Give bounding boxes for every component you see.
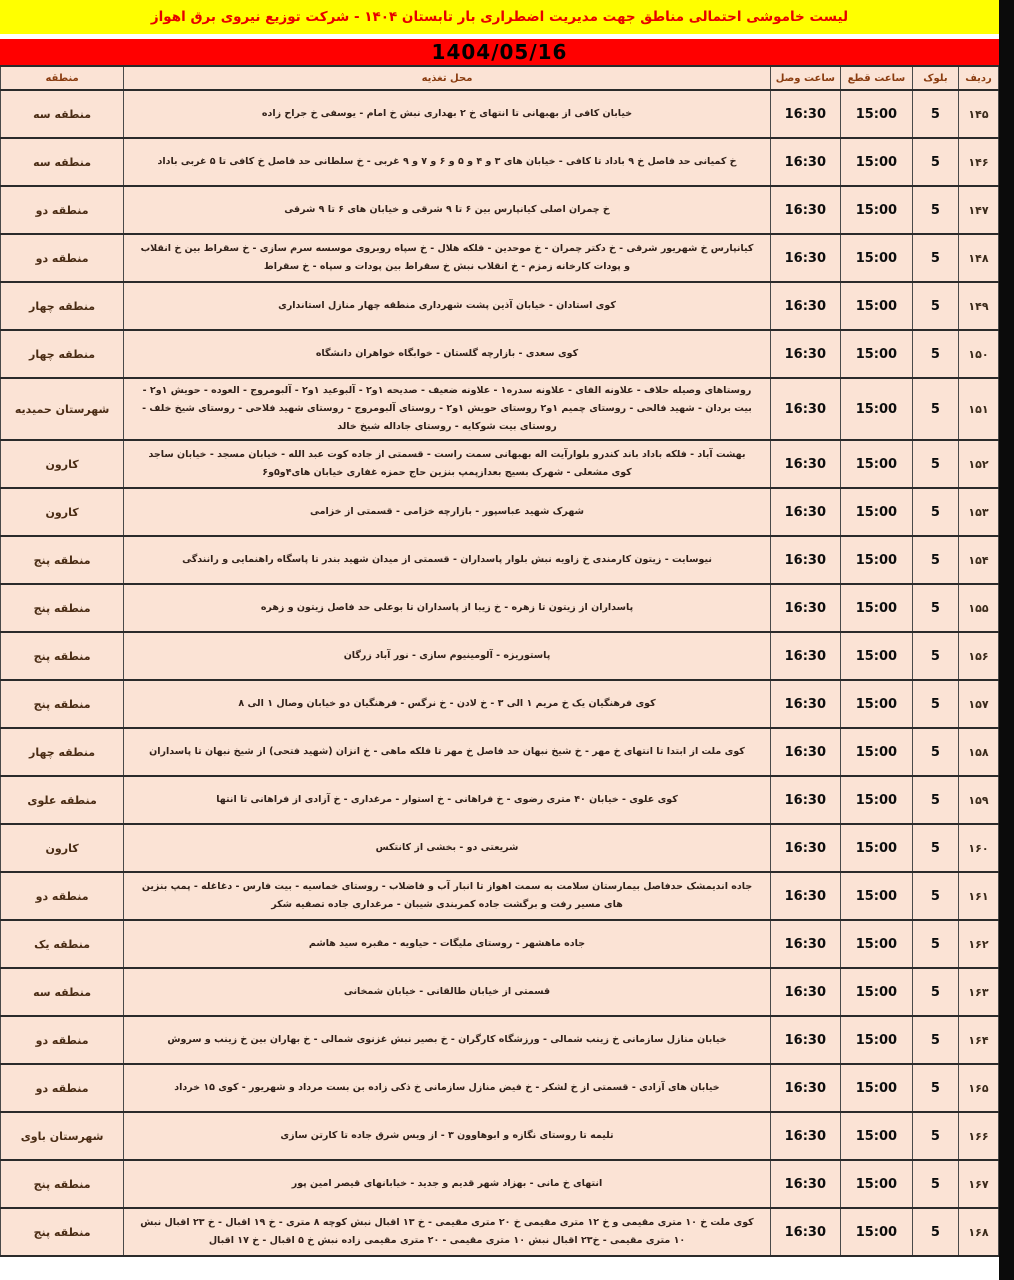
feeding-location-cell: کیانپارس خ شهریور شرقی - خ دکتر چمران - خ موحدین - فلکه هلال - خ سپاه روبروی موسسه سرم سازی - خ سقراط بین خ انقلاب و پودات کارخانه زمزم - خ انقلاب نبش خ سقراط بین پودات و سپاه - خ سقراط: [124, 234, 771, 282]
block-cell: 5: [912, 872, 958, 920]
region-cell: کارون: [1, 488, 124, 536]
row-number-cell: ۱۵۰: [958, 330, 998, 378]
block-cell: 5: [912, 282, 958, 330]
table-row: [1, 1208, 999, 1256]
row-number-cell: ۱۴۹: [958, 282, 998, 330]
row-number-cell: ۱۶۴: [958, 1016, 998, 1064]
block-cell: 5: [912, 776, 958, 824]
cutoff-time-cell: 15:00: [840, 186, 912, 234]
row-number-cell: ۱۵۲: [958, 440, 998, 488]
block-cell: 5: [912, 90, 958, 138]
row-number-cell: ۱۶۷: [958, 1160, 998, 1208]
table-row: [1, 968, 999, 1016]
region-cell: منطقه دو: [1, 1064, 124, 1112]
table-row: [1, 186, 999, 234]
column-header-block: بلوک: [912, 66, 958, 90]
feeding-location-cell: کوی سعدی - بازارچه گلستان - خوابگاه خواهران دانشگاه: [124, 330, 771, 378]
restore-time-cell: 16:30: [770, 234, 840, 282]
cutoff-time-cell: 15:00: [840, 1064, 912, 1112]
block-cell: 5: [912, 138, 958, 186]
table-row: [1, 584, 999, 632]
restore-time-cell: 16:30: [770, 90, 840, 138]
block-cell: 5: [912, 234, 958, 282]
feeding-location-cell: خ کمیانی حد فاصل خ ۹ باداد تا کافی - خیابان های ۳ و ۴ و ۵ و ۶ و ۷ و ۹ غربی - خ سلطانی حد فاصل خ کافی تا ۵ غربی باداد: [124, 138, 771, 186]
table-row: [1, 282, 999, 330]
feeding-location-cell: کوی فرهنگیان یک خ مریم ۱ الی ۳ - خ لادن - خ نرگس - فرهنگیان دو خیابان وصال ۱ الی ۸: [124, 680, 771, 728]
table-row: [1, 1112, 999, 1160]
feeding-location-cell: انتهای خ مانی - بهزاد شهر قدیم و جدید - خیابانهای قیصر امین پور: [124, 1160, 771, 1208]
table-row: [1, 378, 999, 440]
cutoff-time-cell: 15:00: [840, 90, 912, 138]
region-cell: منطقه پنج: [1, 536, 124, 584]
date-label: 1404/05/16: [431, 40, 568, 64]
restore-time-cell: 16:30: [770, 138, 840, 186]
table-row: [1, 488, 999, 536]
cutoff-time-cell: 15:00: [840, 536, 912, 584]
row-number-cell: ۱۶۶: [958, 1112, 998, 1160]
row-number-cell: ۱۴۶: [958, 138, 998, 186]
region-cell: منطقه سه: [1, 968, 124, 1016]
cutoff-time-cell: 15:00: [840, 680, 912, 728]
row-number-cell: ۱۵۹: [958, 776, 998, 824]
restore-time-cell: 16:30: [770, 440, 840, 488]
restore-time-cell: 16:30: [770, 536, 840, 584]
restore-time-cell: 16:30: [770, 186, 840, 234]
block-cell: 5: [912, 584, 958, 632]
region-cell: منطقه پنج: [1, 1160, 124, 1208]
column-header-row-number: ردیف: [958, 66, 998, 90]
table-row: [1, 1064, 999, 1112]
cutoff-time-cell: 15:00: [840, 440, 912, 488]
block-cell: 5: [912, 968, 958, 1016]
feeding-location-cell: تلیمه تا روستای نگازه و ابوهاوون ۳ - از ویس شرق جاده تا کارتن سازی: [124, 1112, 771, 1160]
row-number-cell: ۱۵۱: [958, 378, 998, 440]
row-number-cell: ۱۴۸: [958, 234, 998, 282]
block-cell: 5: [912, 488, 958, 536]
feeding-location-cell: پاستوریزه - آلومینیوم سازی - نور آباد زرگان: [124, 632, 771, 680]
cutoff-time-cell: 15:00: [840, 330, 912, 378]
restore-time-cell: 16:30: [770, 488, 840, 536]
cutoff-time-cell: 15:00: [840, 776, 912, 824]
table-row: [1, 680, 999, 728]
restore-time-cell: 16:30: [770, 1160, 840, 1208]
region-cell: شهرستان حمیدیه: [1, 378, 124, 440]
restore-time-cell: 16:30: [770, 1064, 840, 1112]
table-row: [1, 90, 999, 138]
cutoff-time-cell: 15:00: [840, 584, 912, 632]
region-cell: منطقه دو: [1, 872, 124, 920]
block-cell: 5: [912, 680, 958, 728]
title-band: [0, 0, 999, 34]
block-cell: 5: [912, 1208, 958, 1256]
cutoff-time-cell: 15:00: [840, 1112, 912, 1160]
region-cell: کارون: [1, 440, 124, 488]
block-cell: 5: [912, 536, 958, 584]
block-cell: 5: [912, 1064, 958, 1112]
cutoff-time-cell: 15:00: [840, 968, 912, 1016]
feeding-location-cell: کوی علوی - خیابان ۴۰ متری رضوی - خ فراهانی - خ استوار - مرغداری - خ آزادی از فراهانی تا انتها: [124, 776, 771, 824]
feeding-location-cell: پاسداران از زیتون تا زهره - خ زیبا از پاسداران تا بوعلی حد فاصل زیتون و زهره: [124, 584, 771, 632]
region-cell: منطقه دو: [1, 234, 124, 282]
restore-time-cell: 16:30: [770, 968, 840, 1016]
block-cell: 5: [912, 1112, 958, 1160]
cutoff-time-cell: 15:00: [840, 1016, 912, 1064]
column-header-feeding-location: محل تغذیه: [124, 66, 771, 90]
restore-time-cell: 16:30: [770, 1112, 840, 1160]
cutoff-time-cell: 15:00: [840, 872, 912, 920]
region-cell: منطقه چهار: [1, 330, 124, 378]
feeding-location-cell: کوی ملت از ابتدا تا انتهای خ مهر - خ شیخ نبهان حد فاصل خ مهر تا فلکه ماهی - خ انزان (شهید فتحی) از شیخ نبهان تا پاسداران: [124, 728, 771, 776]
row-number-cell: ۱۵۴: [958, 536, 998, 584]
restore-time-cell: 16:30: [770, 1208, 840, 1256]
table-row: [1, 632, 999, 680]
block-cell: 5: [912, 440, 958, 488]
block-cell: 5: [912, 330, 958, 378]
row-number-cell: ۱۶۸: [958, 1208, 998, 1256]
table-row: [1, 234, 999, 282]
block-cell: 5: [912, 632, 958, 680]
row-number-cell: ۱۵۶: [958, 632, 998, 680]
region-cell: منطقه پنج: [1, 584, 124, 632]
feeding-location-cell: خیابان منازل سازمانی خ زینب شمالی - ورزشگاه کارگران - خ بصیر نبش غزنوی شمالی - خ بهاران بین خ زینب و سروش: [124, 1016, 771, 1064]
row-number-cell: ۱۴۵: [958, 90, 998, 138]
table-row: [1, 440, 999, 488]
table-row: [1, 728, 999, 776]
cutoff-time-cell: 15:00: [840, 488, 912, 536]
table-row: [1, 776, 999, 824]
feeding-location-cell: خ چمران اصلی کیانپارس بین ۶ تا ۹ شرقی و خیابان های ۶ تا ۹ شرقی: [124, 186, 771, 234]
region-cell: منطقه سه: [1, 138, 124, 186]
cutoff-time-cell: 15:00: [840, 920, 912, 968]
feeding-location-cell: خیابان های آزادی - قسمتی از خ لشکر - خ فیض منازل سازمانی خ ذکی زاده بن بست مرداد و شهریور - کوی ۱۵ خرداد: [124, 1064, 771, 1112]
feeding-location-cell: شریعتی دو - بخشی از کانتکس: [124, 824, 771, 872]
region-cell: منطقه سه: [1, 90, 124, 138]
table-header: [1, 66, 999, 90]
outage-schedule-table: [0, 65, 999, 1257]
block-cell: 5: [912, 728, 958, 776]
table-row: [1, 824, 999, 872]
table-row: [1, 872, 999, 920]
column-header-restore-time: ساعت وصل: [770, 66, 840, 90]
feeding-location-cell: قسمتی از خیابان طالقانی - خیابان شمخانی: [124, 968, 771, 1016]
restore-time-cell: 16:30: [770, 632, 840, 680]
date-band: [0, 39, 999, 65]
table-row: [1, 920, 999, 968]
feeding-location-cell: خیابان کافی از بهبهانی تا انتهای خ ۲ بهداری نبش خ امام - یوسفی خ جراح زاده: [124, 90, 771, 138]
block-cell: 5: [912, 1160, 958, 1208]
feeding-location-cell: بهشت آباد - فلکه باداد باند کندرو بلوارآیت اله بهبهانی سمت راست - قسمتی از جاده کوت عبد الله - خیابان مسجد - خیابان ساجد کوی مشعلی - شهرک بسیج بعدازپمپ بنزین حاج حمزه غفاری خیابان های۴و۵و۶: [124, 440, 771, 488]
restore-time-cell: 16:30: [770, 1016, 840, 1064]
region-cell: کارون: [1, 824, 124, 872]
table-row: [1, 330, 999, 378]
row-number-cell: ۱۵۸: [958, 728, 998, 776]
restore-time-cell: 16:30: [770, 920, 840, 968]
column-header-cutoff-time: ساعت قطع: [840, 66, 912, 90]
region-cell: منطقه چهار: [1, 728, 124, 776]
region-cell: منطقه دو: [1, 186, 124, 234]
block-cell: 5: [912, 186, 958, 234]
restore-time-cell: 16:30: [770, 824, 840, 872]
restore-time-cell: 16:30: [770, 330, 840, 378]
row-number-cell: ۱۶۰: [958, 824, 998, 872]
table-row: [1, 1016, 999, 1064]
table-row: [1, 1160, 999, 1208]
restore-time-cell: 16:30: [770, 776, 840, 824]
restore-time-cell: 16:30: [770, 282, 840, 330]
feeding-location-cell: جاده اندیمشک حدفاصل بیمارستان سلامت به سمت اهواز تا انبار آب و فاضلاب - روستای خماسیه - بیت فارس - دغاغله - پمپ بنزین های مسیر رفت و برگشت جاده کمربندی شیبان - مرغداری جاده تصفیه شکر: [124, 872, 771, 920]
page-title: لیست خاموشی احتمالی مناطق جهت مدیریت اضطراری بار تابستان ۱۴۰۴ - شرکت توزیع نیروی برق اهواز: [150, 9, 849, 25]
region-cell: منطقه دو: [1, 1016, 124, 1064]
row-number-cell: ۱۶۳: [958, 968, 998, 1016]
column-header-region: منطقه: [1, 66, 124, 90]
right-edge-strip: [999, 0, 1014, 1280]
cutoff-time-cell: 15:00: [840, 632, 912, 680]
cutoff-time-cell: 15:00: [840, 138, 912, 186]
table-row: [1, 536, 999, 584]
region-cell: شهرستان باوی: [1, 1112, 124, 1160]
block-cell: 5: [912, 824, 958, 872]
region-cell: منطقه پنج: [1, 680, 124, 728]
row-number-cell: ۱۶۱: [958, 872, 998, 920]
feeding-location-cell: نیوسایت - زیتون کارمندی خ زاویه نبش بلوار پاسداران - قسمتی از میدان شهید بندر تا پاسگاه راهنمایی و رانندگی: [124, 536, 771, 584]
row-number-cell: ۱۵۵: [958, 584, 998, 632]
feeding-location-cell: جاده ماهشهر - روستای ملیگات - حیاویه - مقبره سید هاشم: [124, 920, 771, 968]
header-row: [1, 66, 999, 90]
feeding-location-cell: روستاهای وصیله حلاف - علاونه الفای - علاونه سدره۱ - علاونه ضعیف - صدیحه ۱و۲ - آلبوعید ۱و۲ - آلبومروج - العوده - حویش ۱و۲ - بیت بردان - شهید فالحی - روستای چمیم ۱و۲ روستای حویش ۱و۲ - روستای آلبومروج - روستای شهید فلاحی - روستای شیخ خلف - روستای بیت شوکایه - روستای جاداله شیخ خالد: [124, 378, 771, 440]
cutoff-time-cell: 15:00: [840, 1208, 912, 1256]
cutoff-time-cell: 15:00: [840, 234, 912, 282]
cutoff-time-cell: 15:00: [840, 728, 912, 776]
restore-time-cell: 16:30: [770, 584, 840, 632]
restore-time-cell: 16:30: [770, 872, 840, 920]
row-number-cell: ۱۶۲: [958, 920, 998, 968]
block-cell: 5: [912, 378, 958, 440]
feeding-location-cell: کوی ملت خ ۱۰ متری مقیمی و خ ۱۲ متری مقیمی خ ۲۰ متری مقیمی - خ ۱۳ اقبال نبش کوچه ۸ متری - خ ۱۹ اقبال - خ ۲۳ اقبال نبش ۱۰ متری مقیمی - خ۲۳ اقبال نبش ۱۰ متری مقیمی - ۲۰ متری مقیمی زاده نبش خ ۵ اقبال - خ ۱۷ اقبال: [124, 1208, 771, 1256]
cutoff-time-cell: 15:00: [840, 378, 912, 440]
region-cell: منطقه علوی: [1, 776, 124, 824]
cutoff-time-cell: 15:00: [840, 282, 912, 330]
block-cell: 5: [912, 1016, 958, 1064]
row-number-cell: ۱۵۷: [958, 680, 998, 728]
region-cell: منطقه چهار: [1, 282, 124, 330]
table-body: [1, 90, 999, 1256]
table-row: [1, 138, 999, 186]
feeding-location-cell: شهرک شهید عباسپور - بازارچه خزامی - قسمتی از خزامی: [124, 488, 771, 536]
restore-time-cell: 16:30: [770, 680, 840, 728]
region-cell: منطقه یک: [1, 920, 124, 968]
row-number-cell: ۱۶۵: [958, 1064, 998, 1112]
region-cell: منطقه پنج: [1, 1208, 124, 1256]
restore-time-cell: 16:30: [770, 728, 840, 776]
region-cell: منطقه پنج: [1, 632, 124, 680]
block-cell: 5: [912, 920, 958, 968]
row-number-cell: ۱۵۳: [958, 488, 998, 536]
feeding-location-cell: کوی استادان - خیابان آذین پشت شهرداری منطقه چهار منازل استانداری: [124, 282, 771, 330]
row-number-cell: ۱۴۷: [958, 186, 998, 234]
restore-time-cell: 16:30: [770, 378, 840, 440]
cutoff-time-cell: 15:00: [840, 1160, 912, 1208]
cutoff-time-cell: 15:00: [840, 824, 912, 872]
